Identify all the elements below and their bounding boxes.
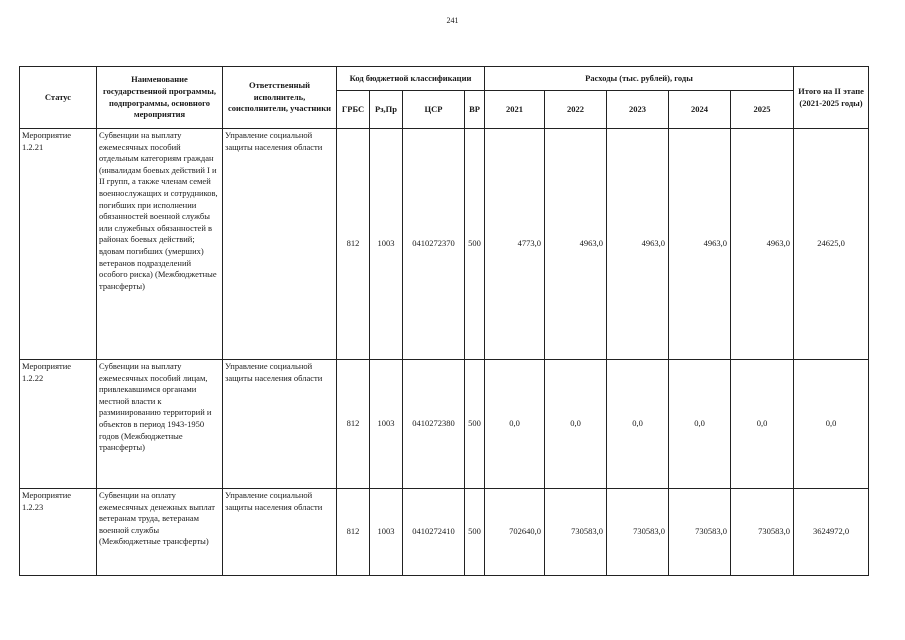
row-2023: 730583,0 <box>607 489 669 576</box>
row-2022: 0,0 <box>545 360 607 489</box>
row-vr: 500 <box>465 129 485 360</box>
header-2022: 2022 <box>545 91 607 129</box>
header-2023: 2023 <box>607 91 669 129</box>
row-name: Субвенции на выплату ежемесячных пособий отдельным категориям граждан (инвалидам боевых действий I и II групп, а также членам семей военнослужащих и сотрудников, погибших при исполнении обязанностей военной службы или служебных обязанностей в районах боевых действий; вдовам погибших (умерших) ветеранов подразделений особого риска) (Межбюджетные трансферты) <box>97 129 223 360</box>
row-responsible: Управление социальной защиты населения области <box>223 489 337 576</box>
row-2024: 730583,0 <box>669 489 731 576</box>
row-rzpr: 1003 <box>370 129 403 360</box>
row-rzpr: 1003 <box>370 360 403 489</box>
row-csr: 0410272380 <box>403 360 465 489</box>
header-rzpr: Рз,Пр <box>370 91 403 129</box>
row-2021: 0,0 <box>485 360 545 489</box>
header-csr: ЦСР <box>403 91 465 129</box>
header-2021: 2021 <box>485 91 545 129</box>
table-row <box>20 489 869 576</box>
header-2025: 2025 <box>731 91 794 129</box>
header-2024: 2024 <box>669 91 731 129</box>
row-2021: 702640,0 <box>485 489 545 576</box>
row-name: Субвенции на оплату ежемесячных денежных выплат ветеранам труда, ветеранам военной службы (Межбюджетные трансферты) <box>97 489 223 576</box>
table-row <box>20 129 869 360</box>
row-total: 3624972,0 <box>794 489 869 576</box>
row-csr: 0410272370 <box>403 129 465 360</box>
header-status: Статус <box>20 67 97 129</box>
row-2023: 4963,0 <box>607 129 669 360</box>
header-budget-code: Код бюджетной классификации <box>337 67 485 91</box>
row-2024: 0,0 <box>669 360 731 489</box>
row-name: Субвенции на выплату ежемесячных пособий лицам, привлекавшимся органами местной власти к разминированию территорий и объектов в период 1943-1950 годов (Межбюджетные трансферты) <box>97 360 223 489</box>
row-vr: 500 <box>465 489 485 576</box>
page-number: 241 <box>446 16 459 25</box>
row-vr: 500 <box>465 360 485 489</box>
budget-table <box>19 66 869 576</box>
row-2025: 730583,0 <box>731 489 794 576</box>
row-grbs: 812 <box>337 489 370 576</box>
header-expenses: Расходы (тыс. рублей), годы <box>485 67 794 91</box>
header-grbs: ГРБС <box>337 91 370 129</box>
header-row-top <box>20 67 869 91</box>
row-2025: 4963,0 <box>731 129 794 360</box>
table-row <box>20 360 869 489</box>
row-2022: 4963,0 <box>545 129 607 360</box>
row-responsible: Управление социальной защиты населения области <box>223 360 337 489</box>
row-status: Мероприятие 1.2.23 <box>20 489 97 576</box>
row-total: 24625,0 <box>794 129 869 360</box>
header-name: Наименование государственной программы, подпрограммы, основного мероприятия <box>97 67 223 129</box>
header-total: Итого на II этапе (2021-2025 годы) <box>794 67 869 129</box>
row-status: Мероприятие 1.2.22 <box>20 360 97 489</box>
row-2021: 4773,0 <box>485 129 545 360</box>
row-rzpr: 1003 <box>370 489 403 576</box>
row-csr: 0410272410 <box>403 489 465 576</box>
row-status: Мероприятие 1.2.21 <box>20 129 97 360</box>
row-2024: 4963,0 <box>669 129 731 360</box>
row-responsible: Управление социальной защиты населения области <box>223 129 337 360</box>
row-grbs: 812 <box>337 360 370 489</box>
header-vr: ВР <box>465 91 485 129</box>
row-2025: 0,0 <box>731 360 794 489</box>
row-2022: 730583,0 <box>545 489 607 576</box>
row-2023: 0,0 <box>607 360 669 489</box>
row-grbs: 812 <box>337 129 370 360</box>
header-responsible: Ответственный исполнитель, соисполнители, участники <box>223 67 337 129</box>
row-total: 0,0 <box>794 360 869 489</box>
